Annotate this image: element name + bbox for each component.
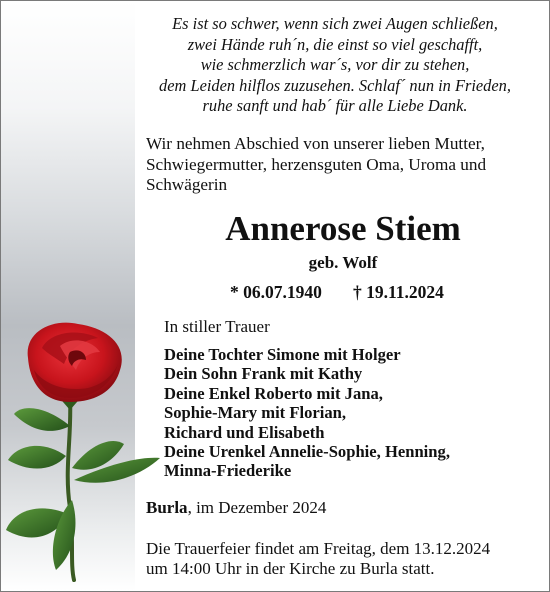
poem-line: wie schmerzlich war´s, vor dir zu stehen,	[200, 55, 470, 75]
place-name: Burla	[146, 498, 188, 517]
mourners-list	[164, 345, 544, 481]
life-dates	[230, 281, 530, 303]
birth-date: * 06.07.1940	[230, 282, 322, 302]
deceased-name: Annerose Stiem	[225, 209, 461, 248]
intro-line: Schwiegermutter, herzensguten Oma, Uroma und	[146, 154, 487, 174]
mourner-line: Minna-Friederike	[164, 461, 292, 481]
mourner-line: Deine Enkel Roberto mit Jana,	[164, 383, 383, 403]
mourning-heading: In stiller Trauer	[164, 317, 270, 336]
mourner-line: Deine Tochter Simone mit Holger	[164, 345, 401, 364]
maiden-name: geb. Wolf	[308, 253, 378, 272]
funeral-service-info	[146, 539, 546, 580]
intro-line: Wir nehmen Abschied von unserer lieben Mutter,	[146, 134, 485, 153]
intro-line: Schwägerin	[146, 175, 228, 194]
poem-line: zwei Hände ruh´n, die einst so viel geschafft,	[187, 34, 483, 54]
memorial-poem	[125, 14, 545, 117]
mourner-line: Sophie-Mary mit Florian,	[164, 403, 347, 423]
service-line: um 14:00 Uhr in der Kirche zu Burla statt.	[146, 559, 435, 579]
rose-leaf	[14, 408, 70, 431]
poem-line: Es ist so schwer, wenn sich zwei Augen schließen,	[172, 14, 498, 33]
mourner-line: Richard und Elisabeth	[164, 422, 325, 442]
red-rose-icon	[0, 318, 170, 590]
place-and-date	[146, 498, 326, 518]
mourner-line: Deine Urenkel Annelie-Sophie, Henning,	[164, 442, 450, 462]
month-year: , im Dezember 2024	[187, 498, 327, 517]
service-line: Die Trauerfeier findet am Freitag, dem 13.12.2024	[146, 539, 491, 558]
death-date: † 19.11.2024	[353, 282, 444, 302]
farewell-intro	[146, 134, 546, 196]
poem-line: dem Leiden hilflos zuzusehen. Schlaf´ nun in Frieden,	[159, 75, 511, 95]
rose-leaf	[8, 446, 66, 469]
poem-line: ruhe sanft und hab´ für alle Liebe Dank.	[202, 96, 468, 116]
mourner-line: Dein Sohn Frank mit Kathy	[164, 364, 363, 384]
